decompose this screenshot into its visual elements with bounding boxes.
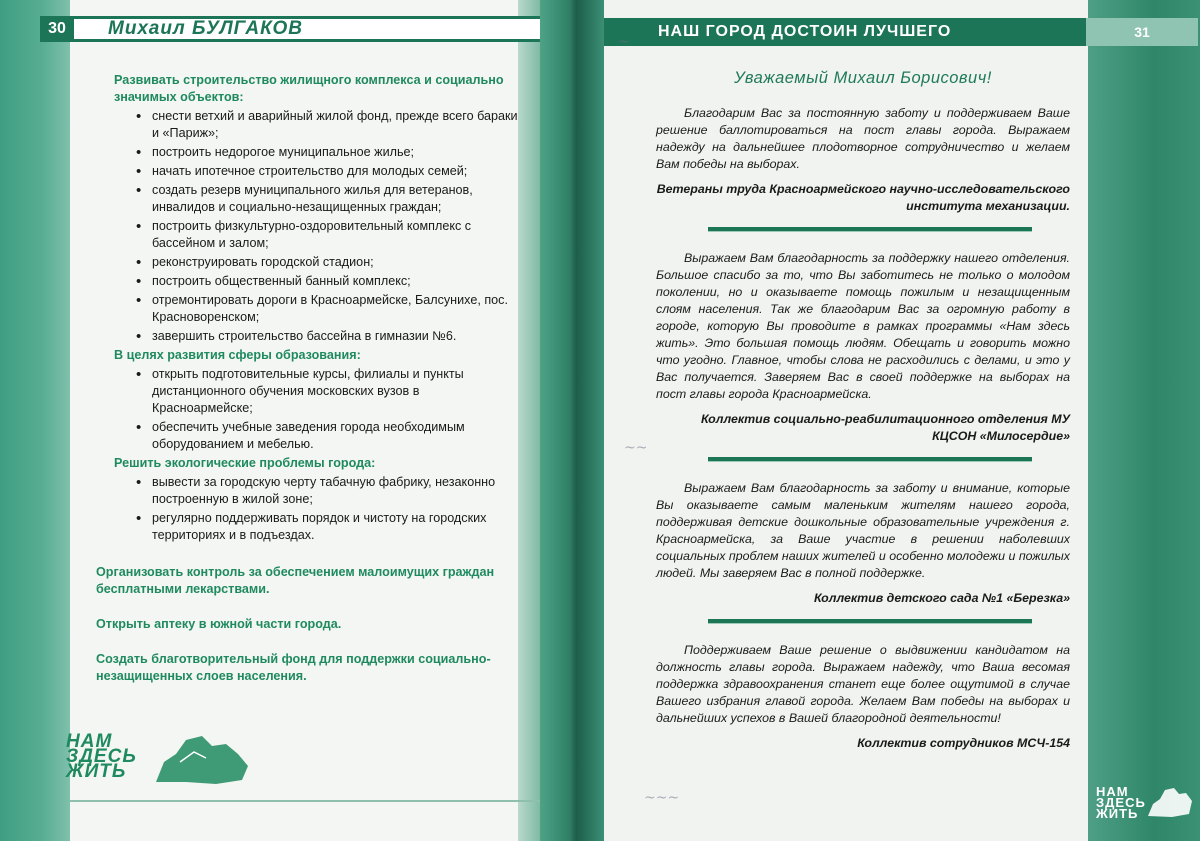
list-item: • открыть подготовительные курсы, филиалы и пункты дистанционного обучения московских вузов в Красноармейске; [136, 366, 522, 417]
housing-list [96, 108, 522, 345]
handwriting-mark: ~~ [624, 440, 648, 456]
map-icon [1144, 786, 1194, 818]
divider [708, 457, 1032, 462]
standalone-charity-fund: Создать благотворительный фонд для поддержки социально-незащищенных слоев населения. [96, 652, 491, 683]
nam-zdes-zhit-logo [66, 732, 256, 788]
greeting: Уважаемый Михаил Борисович! [734, 69, 992, 87]
letter-text: Поддерживаем Ваше решение о выдвижении кандидатом на должность главы города. Выражаем надежду, что Ваша весомая поддержка здравоохранения станет еще более ощутимой в случае Вашего избрания главой города. Желаем Вам победы на выборах и дальнейших успехов в Вашей благородной деятельности! [656, 643, 1070, 725]
section-title-housing: Развивать строительство жилищного комплекса и социально значимых объектов: [114, 73, 504, 104]
right-page [604, 0, 1200, 841]
handwriting-mark: ~ [618, 34, 630, 50]
left-page-header [0, 16, 548, 42]
right-decorative-band [1088, 0, 1200, 841]
list-item: • построить общественный банный комплекс; [136, 273, 522, 290]
section-title-ecology: Решить экологические проблемы города: [114, 456, 376, 470]
logo-line-1: НАМ [66, 731, 113, 752]
left-decorative-band [0, 0, 70, 841]
ecology-list [96, 474, 522, 544]
footer-rule-left [70, 800, 540, 802]
logo-line-2: ЗДЕСЬ [66, 746, 137, 767]
logo-line-1: НАМ [1096, 784, 1129, 799]
logo-line-2: ЗДЕСЬ [1096, 795, 1146, 810]
list-item: • обеспечить учебные заведения города необходимым оборудованием и мебелью. [136, 419, 522, 453]
handwriting-mark: ~~~ [644, 790, 680, 806]
letter-text: Выражаем Вам благодарность за поддержку нашего отделения. Большое спасибо за то, что Вы заботитесь не только о молодом поколении, но и оказываете помощь пожилым и незащищенным слоям населения. Так же благодарим Вас за огромную работу в городе, которую Вы проводите в рамках программы «Нам здесь жить». Это большая помощь людям. Обещать и говорить можно что угодно. Главное, чтобы слова не расходились с делами, и это у Вас получается. Заверяем Вас в своей поддержке на выборах на пост главы города Красноармейска. [656, 251, 1070, 401]
divider [708, 619, 1032, 624]
education-list [96, 366, 522, 453]
letter-signature: Коллектив социально-реабилитационного отделения МУ КЦСОН «Милосердие» [701, 412, 1070, 443]
program-content [96, 72, 522, 685]
page-number-right: 31 [1086, 18, 1198, 46]
letter-signature: Коллектив детского сада №1 «Березка» [814, 591, 1070, 605]
letter-signature: Ветераны труда Красноармейского научно-исследовательского института механизации. [656, 182, 1070, 213]
list-item: • регулярно поддерживать порядок и чистоту на городских территориях и в подъездах. [136, 510, 522, 544]
list-item: • снести ветхий и аварийный жилой фонд, прежде всего бараки и «Париж»; [136, 108, 522, 142]
logo-line-3: ЖИТЬ [1096, 806, 1139, 821]
list-item: • построить физкультурно-оздоровительный комплекс с бассейном и залом; [136, 218, 522, 252]
list-item: • построить недорогое муниципальное жилье; [136, 144, 522, 161]
list-item: • создать резерв муниципального жилья для ветеранов, инвалидов и социально-незащищенных граждан; [136, 182, 522, 216]
list-item: • вывести за городскую черту табачную фабрику, незаконно построенную в жилой зоне; [136, 474, 522, 508]
list-item: • отремонтировать дороги в Красноармейске, Балсунихе, пос. Красноворенском; [136, 292, 522, 326]
section-title-education: В целях развития сферы образования: [114, 348, 361, 362]
right-page-header [604, 18, 1200, 46]
letter-text: Благодарим Вас за постоянную заботу и поддерживаем Ваше решение баллотироваться на пост главы города. Выражаем надежду на дальнейшее плодотворное сотрудничество и желаем Вам победы на выборах. [656, 106, 1070, 171]
header-title: НАШ ГОРОД ДОСТОИН ЛУЧШЕГО [658, 23, 952, 40]
standalone-medicine: Организовать контроль за обеспечением малоимущих граждан бесплатными лекарствами. [96, 565, 495, 596]
divider [708, 227, 1032, 232]
list-item: • реконструировать городской стадион; [136, 254, 522, 271]
letters-content [656, 70, 1070, 752]
list-item: • завершить строительство бассейна в гимназии №6. [136, 328, 522, 345]
list-item: • начать ипотечное строительство для молодых семей; [136, 163, 522, 180]
book-spine [540, 0, 606, 841]
author-name: Михаил БУЛГАКОВ [108, 18, 304, 39]
logo-line-3: ЖИТЬ [66, 761, 127, 782]
standalone-pharmacy: Открыть аптеку в южной части города. [96, 617, 342, 631]
page-number-left: 30 [40, 16, 74, 42]
letter-text: Выражаем Вам благодарность за заботу и внимание, которые Вы оказываете самым маленьким жителям нашего города, поддерживая детские дошкольные образовательные учреждения г. Красноармейска, за Ваше участие в решении наболевших социальных проблем наших жителей и особенно молодежи и пожилых людей. Мы заверяем Вас в полной поддержке. [656, 481, 1070, 580]
letter-signature: Коллектив сотрудников МСЧ-154 [857, 736, 1070, 750]
left-page [0, 0, 548, 841]
map-icon [146, 732, 254, 786]
nam-zdes-zhit-logo-small [1096, 784, 1196, 826]
